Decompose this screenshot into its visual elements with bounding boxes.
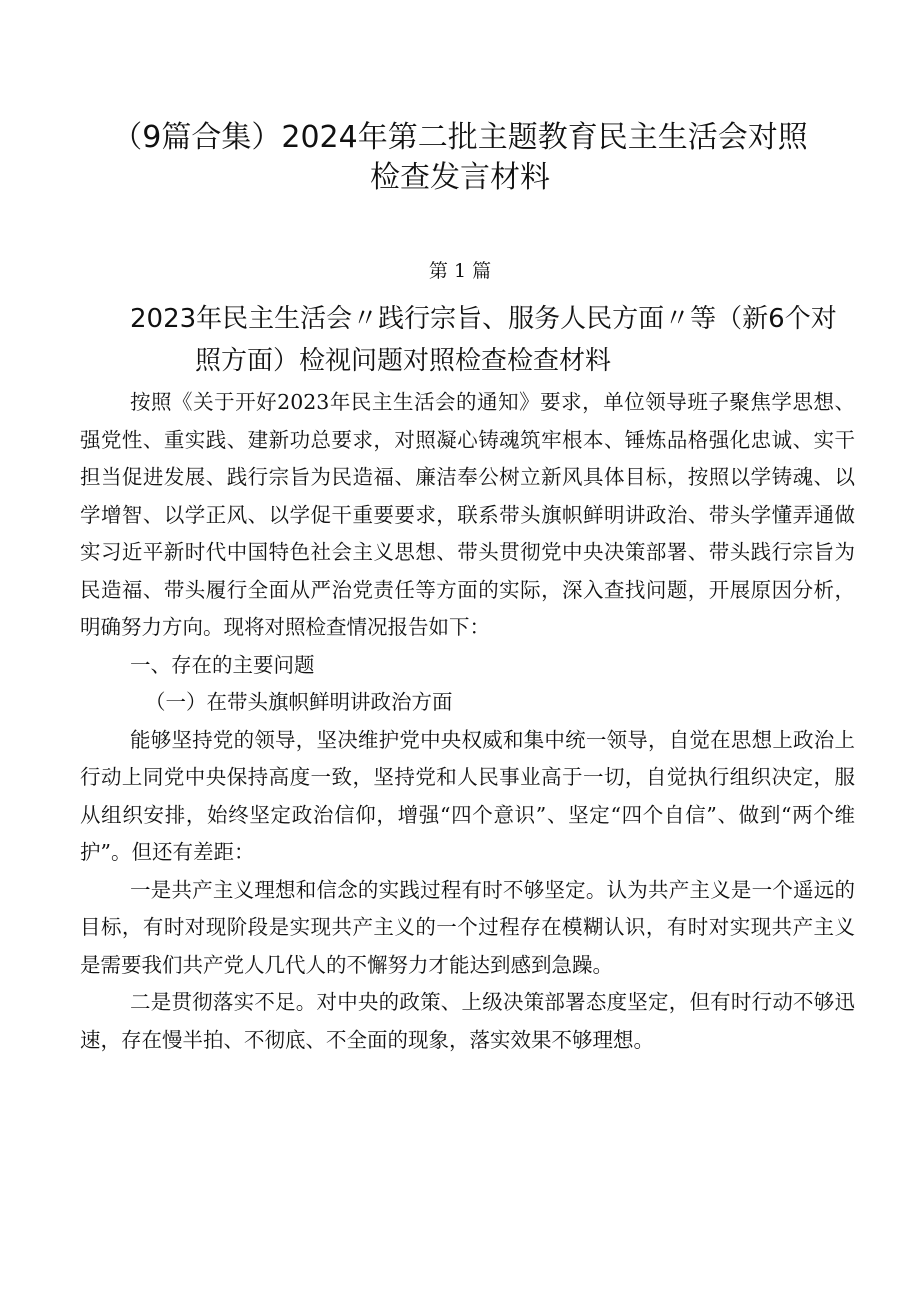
section-title-line-2: 照方面）检视问题对照检查检查材料 xyxy=(195,346,612,376)
paragraph-point-one: 一是共产主义理想和信念的实践过程有时不够坚定。认为共产主义是一个遥远的目标，有时对现阶段是实现共产主义的一个过程存在模糊认识，有时对实现共产主义是需要我们共产党人几代人的不懈努力才能达到感到急躁。 xyxy=(80,877,855,977)
body-text xyxy=(80,384,855,1059)
document-title-line-1: （9篇合集）2024年第二批主题教育民主生活会对照 xyxy=(112,120,808,155)
paragraph-point-two: 二是贯彻落实不足。对中央的政策、上级决策部署态度坚定，但有时行动不够迅速，存在慢半拍、不彻底、不全面的现象，落实效果不够理想。 xyxy=(80,990,855,1052)
document-title xyxy=(80,118,840,198)
chapter-label: 第 1 篇 xyxy=(428,260,492,282)
paragraph-politics: 能够坚持党的领导，坚决维护党中央权威和集中统一领导，自觉在思想上政治上行动上同党中央保持高度一致，坚持党和人民事业高于一切，自觉执行组织决定，服从组织安排，始终坚定政治信仰，增强“四个意识”、坚定“四个自信”、做到“两个维护”。但还有差距： xyxy=(80,727,855,864)
subheading-politics: （一）在带头旗帜鲜明讲政治方面 xyxy=(145,690,453,714)
section-title xyxy=(60,298,860,382)
document-title-line-2: 检查发言材料 xyxy=(370,160,550,195)
heading-main-problems: 一、存在的主要问题 xyxy=(130,652,315,677)
section-title-line-1: 2023年民主生活会〃践行宗旨、服务人民方面〃等（新6个对 xyxy=(130,304,837,334)
paragraph-intro: 按照《关于开好2023年民主生活会的通知》要求，单位领导班子聚焦学思想、强党性、重实践、建新功总要求，对照凝心铸魂筑牢根本、锤炼品格强化忠诚、实干担当促进发展、践行宗旨为民造福、廉洁奉公树立新风具体目标，按照以学铸魂、以学增智、以学正风、以学促干重要要求，联系带头旗帜鲜明讲政治、带头学懂弄通做实习近平新时代中国特色社会主义思想、带头贯彻党中央决策部署、带头践行宗旨为民造福、带头履行全面从严治党责任等方面的实际，深入查找问题，开展原因分析，明确努力方向。现将对照检查情况报告如下： xyxy=(80,390,855,639)
